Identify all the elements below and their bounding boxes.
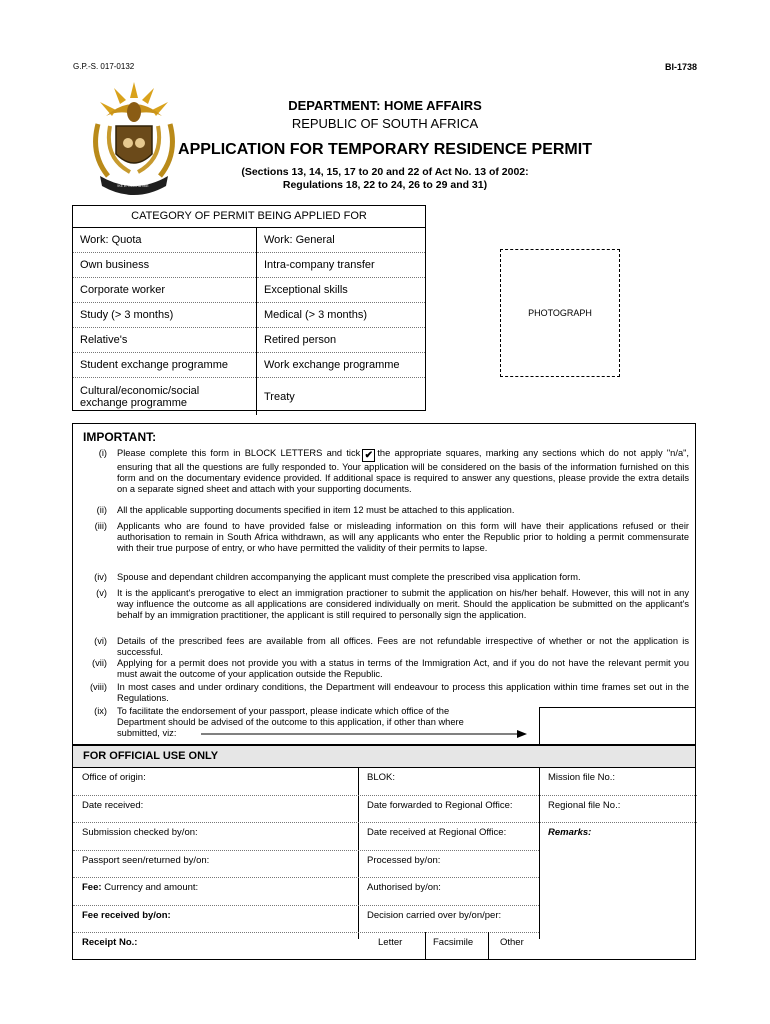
permit-category-option[interactable]: Student exchange programme xyxy=(73,353,257,378)
instruction-item xyxy=(81,658,689,680)
official-field-label[interactable]: BLOK: xyxy=(367,772,395,783)
official-field-label[interactable]: Mission file No.: xyxy=(548,772,616,783)
other-option[interactable]: Other xyxy=(500,937,524,948)
republic-heading: REPUBLIC OF SOUTH AFRICA xyxy=(291,116,479,131)
item-number: (iv) xyxy=(94,572,107,582)
coat-of-arms-logo xyxy=(86,80,182,196)
form-number: BI-1738 xyxy=(664,62,697,72)
permit-category-option[interactable]: Own business xyxy=(73,253,257,278)
official-field-label[interactable]: Date forwarded to Regional Office: xyxy=(367,800,513,811)
permit-category-row xyxy=(73,278,425,303)
grid-divider xyxy=(488,932,489,959)
permit-category-table xyxy=(72,205,426,411)
arrow-right-icon xyxy=(201,728,531,740)
important-section xyxy=(72,423,696,745)
permit-category-option[interactable]: Medical (> 3 months) xyxy=(257,303,426,328)
official-use-heading: FOR OFFICIAL USE ONLY xyxy=(73,746,695,768)
official-field-label[interactable]: Processed by/on: xyxy=(367,855,441,866)
permit-category-option[interactable]: Work exchange programme xyxy=(257,353,426,378)
fee-label: Fee: xyxy=(82,882,102,893)
item-text: submitted, viz: xyxy=(117,728,177,739)
grid-divider xyxy=(73,822,697,823)
item-text: Department should be advised of the outcome to this application, if other than where xyxy=(117,717,464,728)
permit-category-row xyxy=(73,303,425,328)
permit-category-option[interactable]: Corporate worker xyxy=(73,278,257,303)
tick-icon: ✔ xyxy=(362,449,375,462)
instruction-item xyxy=(81,588,689,632)
official-field-label[interactable]: Decision carried over by/on/per: xyxy=(367,910,502,921)
item-text: Details of the prescribed fees are available from all offices. Fees are not refundable irrespective of whether or not the application is successful. xyxy=(117,636,689,658)
official-field-label[interactable]: Date received: xyxy=(82,800,144,811)
grid-divider xyxy=(73,795,697,796)
page-title: APPLICATION FOR TEMPORARY RESIDENCE PERMIT xyxy=(178,141,592,158)
permit-category-row xyxy=(73,353,425,378)
office-to-advise-field[interactable] xyxy=(539,707,696,745)
item-text: Applying for a permit does not provide you with a status in terms of the Immigration Act, and if you do not have the relevant permit you must await the outcome of your application outside the Republic. xyxy=(117,658,689,680)
letter-option[interactable]: Letter xyxy=(378,937,403,948)
permit-category-option[interactable]: Exceptional skills xyxy=(257,278,426,303)
important-heading: IMPORTANT: xyxy=(83,430,157,444)
item-number: (iii) xyxy=(94,521,107,531)
official-field-label[interactable]: Authorised by/on: xyxy=(367,882,441,893)
permit-category-option[interactable]: Relative's xyxy=(73,328,257,353)
official-field-label[interactable]: Fee received by/on: xyxy=(82,910,171,921)
item-text: Applicants who are found to have provided false or misleading information on this form will have their applications refused or their authorisation to remain in South Africa withdrawn, as will any applicants who enter the Republic prior to holding a permit commensurate with their true purpose of entry, or who have permitted the validity of their permits to lapse. xyxy=(117,521,689,554)
photograph-label: PHOTOGRAPH xyxy=(528,308,592,318)
permit-category-option[interactable]: Treaty xyxy=(257,378,426,416)
form-code: G.P.-S. 017-0132 xyxy=(73,62,135,71)
grid-divider xyxy=(539,767,540,939)
official-field-label[interactable]: Regional file No.: xyxy=(548,800,621,811)
instruction-item xyxy=(81,448,689,504)
official-field-label[interactable]: Receipt No.: xyxy=(82,937,138,948)
department-heading: DEPARTMENT: HOME AFFAIRS xyxy=(288,98,482,113)
facsimile-option[interactable]: Facsimile xyxy=(433,937,474,948)
instruction-item xyxy=(81,572,689,584)
item-text: All the applicable supporting documents specified in item 12 must be attached to this application. xyxy=(117,505,515,515)
instruction-item xyxy=(81,682,689,704)
permit-category-option[interactable]: Study (> 3 months) xyxy=(73,303,257,328)
item-number: (vi) xyxy=(94,636,107,646)
item-text: Please complete this form in BLOCK LETTERS and tick xyxy=(117,448,361,458)
permit-category-option[interactable]: Cultural/economic/social exchange programme xyxy=(73,378,257,416)
instruction-item xyxy=(81,636,689,658)
permit-category-option[interactable]: Work: Quota xyxy=(73,228,257,253)
permit-category-option[interactable]: Work: General xyxy=(264,234,335,246)
official-use-section xyxy=(72,745,696,960)
item-text: In most cases and under ordinary conditions, the Department will endeavour to process this application within time frames set out in the Regulations. xyxy=(117,682,689,704)
permit-category-row xyxy=(73,253,425,278)
official-field-label[interactable]: Passport seen/returned by/on: xyxy=(82,855,210,866)
item-number: (viii) xyxy=(89,682,107,692)
permit-category-row xyxy=(73,328,425,353)
official-field-label[interactable]: Submission checked by/on: xyxy=(82,827,198,838)
grid-divider xyxy=(73,877,539,878)
instruction-item xyxy=(81,521,689,569)
permit-category-heading: CATEGORY OF PERMIT BEING APPLIED FOR xyxy=(73,206,425,228)
official-field-label[interactable]: Office of origin: xyxy=(82,772,146,783)
official-field-label[interactable]: Date received at Regional Office: xyxy=(367,827,507,838)
item-number: (i) xyxy=(98,448,107,458)
grid-divider xyxy=(73,905,539,906)
item-text: Spouse and dependant children accompanying the applicant must complete the prescribed visa application form. xyxy=(117,572,581,582)
item-number: (vii) xyxy=(92,658,107,668)
permit-category-option[interactable]: Retired person xyxy=(257,328,426,353)
remarks-label[interactable]: Remarks: xyxy=(548,827,592,838)
permit-category-row xyxy=(73,228,425,253)
item-number: (v) xyxy=(96,588,107,598)
official-field-fee[interactable] xyxy=(82,882,198,893)
item-text: the appropriate squares, marking any sections which do not apply "n/a", ensuring that all the questions are fully responded to. Your application will be considered on the basis of the information furnished on this form and on the documentary evidence provided. If additional space is required to answer any questions, please provide the extra details on a separate signed sheet and attach with your supporting documents. xyxy=(117,448,689,495)
item-number: (ix) xyxy=(94,706,107,716)
fee-currency-label: Currency and amount: xyxy=(104,882,199,893)
sections-line-2: Regulations 18, 22 to 24, 26 to 29 and 31) xyxy=(282,179,488,191)
item-number: (ii) xyxy=(96,505,107,515)
instruction-item xyxy=(81,505,689,517)
grid-divider xyxy=(425,932,426,959)
grid-divider xyxy=(73,932,539,933)
photograph-box[interactable] xyxy=(500,249,620,377)
grid-divider xyxy=(73,850,539,851)
permit-category-row xyxy=(73,378,425,416)
coat-of-arms-motto: !KE E: /XARRA //KE xyxy=(117,184,149,188)
sections-reference xyxy=(200,166,570,192)
sections-line-1: (Sections 13, 14, 15, 17 to 20 and 22 of Act No. 13 of 2002: xyxy=(241,166,529,178)
item-text: It is the applicant's prerogative to elect an immigration practioner to submit the application on his/her behalf. However, this will not in any way influence the outcome as all applications are considered individually on merit. Should the application be submitted on the applicant's behalf by an immigration practitioner, the applicant is still required to personally sign the application. xyxy=(117,588,689,621)
permit-category-grid xyxy=(73,228,425,415)
item-text: To facilitate the endorsement of your passport, please indicate which office of the xyxy=(117,706,450,716)
permit-category-option[interactable]: Intra-company transfer xyxy=(257,253,426,278)
grid-divider xyxy=(358,767,359,939)
